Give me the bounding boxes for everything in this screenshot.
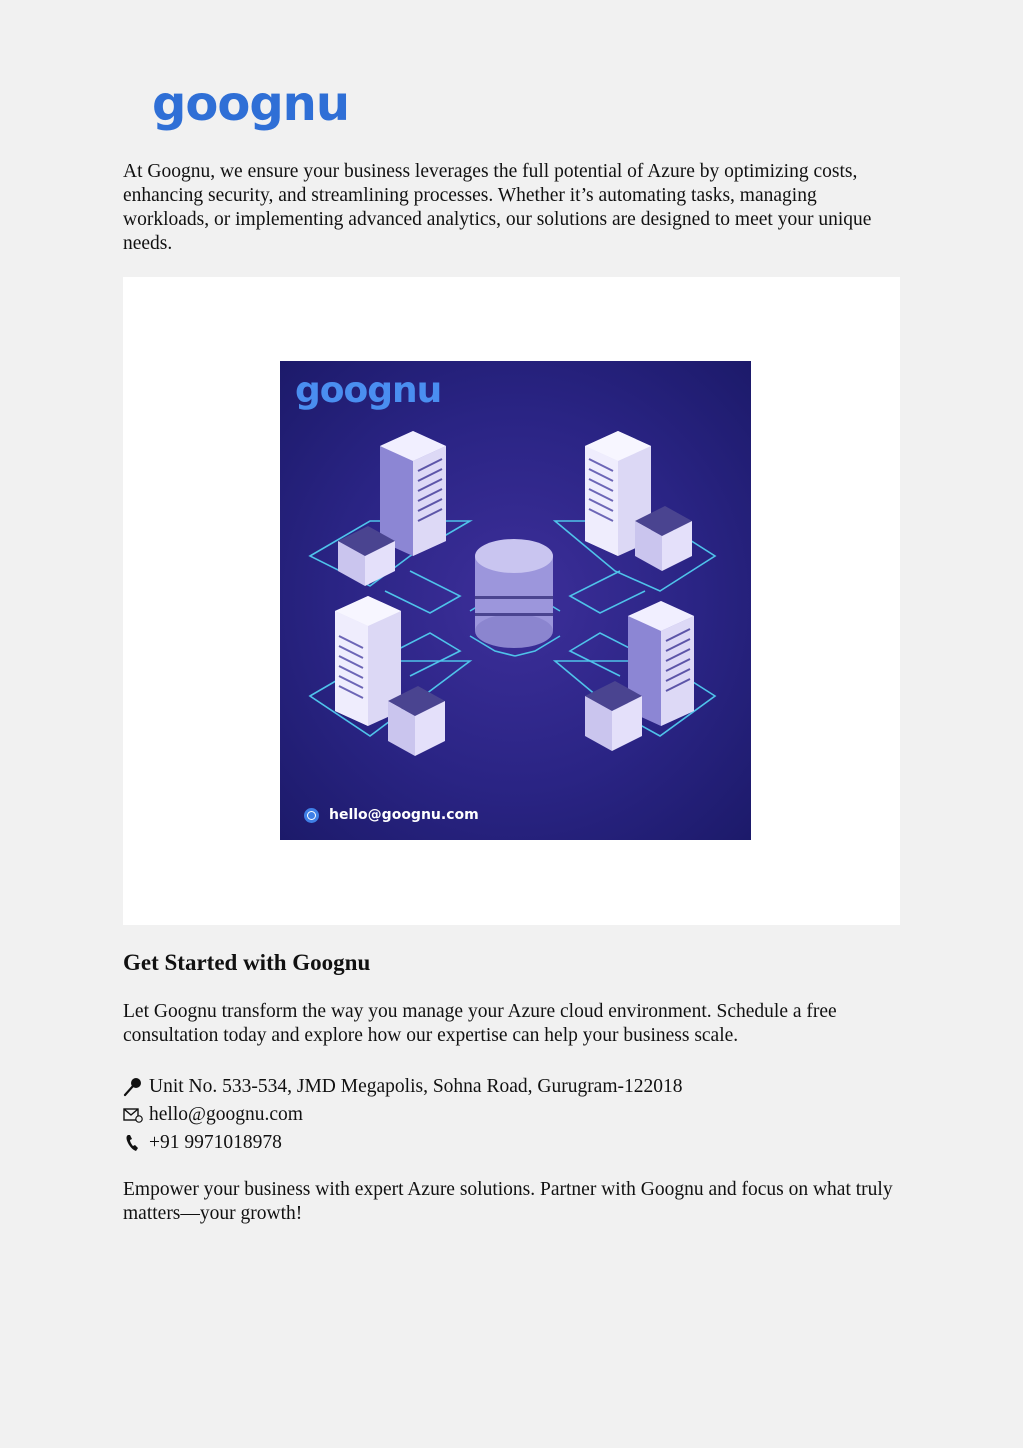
goognu-logo: goognu	[152, 76, 350, 132]
globe-icon	[304, 808, 319, 823]
phone-icon	[123, 1133, 143, 1153]
pin-icon	[123, 1077, 143, 1097]
azure-poster-image	[280, 361, 751, 840]
poster-logo: goognu	[295, 370, 442, 411]
intro-paragraph: At Goognu, we ensure your business leverages the full potential of Azure by optimizing costs, enhancing security, and streamlining processes. Whether it’s automating tasks, managing workloads, or implementing advanced analytics, our solutions are designed to meet your unique needs.	[123, 161, 872, 254]
cta-paragraph: Let Goognu transform the way you manage your Azure cloud environment. Schedule a free consultation today and explore how our expertise can help your business scale.	[123, 1001, 837, 1046]
email-icon	[123, 1105, 143, 1125]
address-row	[123, 1073, 683, 1101]
closing-paragraph: Empower your business with expert Azure solutions. Partner with Goognu and focus on what truly matters—your growth!	[123, 1179, 893, 1224]
figure-panel	[123, 277, 900, 925]
server-tower-top-left	[380, 431, 446, 556]
chip-bottom-right	[585, 681, 642, 751]
email-row	[123, 1101, 683, 1129]
poster-email-line	[304, 807, 479, 823]
contact-block	[123, 1073, 683, 1157]
phone-row	[123, 1129, 683, 1157]
server-network-illustration	[280, 361, 751, 840]
poster-email: hello@goognu.com	[329, 807, 479, 823]
phone-link[interactable]: +91 9971018978	[149, 1132, 282, 1153]
address-text: Unit No. 533-534, JMD Megapolis, Sohna Road, Gurugram-122018	[149, 1076, 683, 1097]
database-cylinder	[475, 539, 553, 648]
section-heading: Get Started with Goognu	[123, 950, 371, 975]
email-link[interactable]: hello@goognu.com	[149, 1104, 303, 1125]
